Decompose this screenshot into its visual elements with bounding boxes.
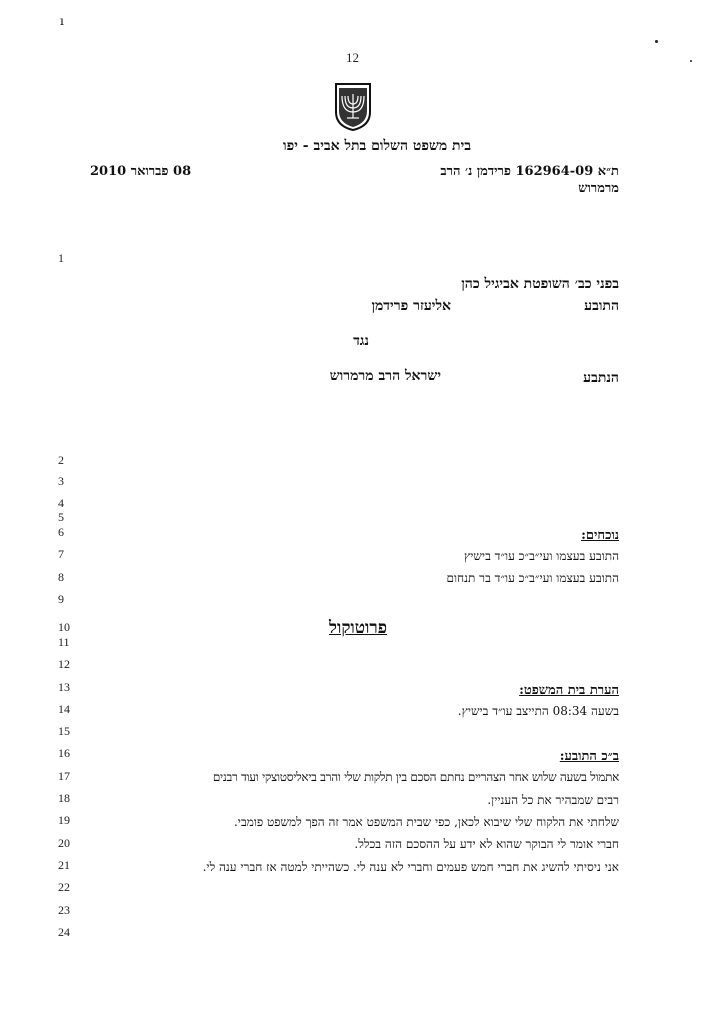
case-reference: ת״א 162964-09 פרידמן נ׳ הרב [440, 164, 619, 179]
court-note-text: בשעה 08:34 התייצב עו״ד בישיץ. [457, 704, 619, 718]
plaintiff-counsel-heading: ב״כ התובע: [559, 749, 619, 764]
line-number: 4 [58, 496, 64, 510]
present-line: התובע בעצמו ועי״ב״כ עו״ד בר תנחום [446, 571, 619, 585]
testimony-line: רבים שמבהיר את כל העניין. [487, 793, 619, 807]
line-number: 22 [58, 880, 70, 894]
line-number: 19 [58, 813, 70, 827]
line-number: 14 [58, 702, 70, 716]
line-number: 12 [58, 657, 70, 671]
line-number: 20 [58, 836, 70, 850]
line-number: 7 [58, 547, 64, 561]
line-number: 2 [58, 453, 64, 467]
line-number: 9 [58, 592, 64, 606]
plaintiff-label: התובע [584, 298, 619, 314]
line-number: 21 [58, 858, 70, 872]
court-name: בית משפט השלום בתל אביב - יפו [283, 138, 471, 154]
scan-speck [690, 60, 692, 62]
line-number: 15 [58, 724, 70, 738]
testimony-line: שלחתי את הלקוח שלי שיבוא לכאן, כפי שבית המשפט אמר זה הפך למשפט פומבי. [233, 815, 619, 829]
line-number: 24 [58, 925, 70, 939]
line-number: 23 [58, 903, 70, 917]
testimony-line: אתמול בשעה שלוש אחר הצהריים נחתם הסכם בין תלקות שלי והרב ביאליסטוצקי ועוד רבנים [212, 770, 619, 784]
present-line: התובע בעצמו ועי״ב״כ עו״ד בישיץ [464, 549, 619, 563]
line-number: 17 [58, 769, 70, 783]
state-emblem-icon [333, 82, 373, 132]
plaintiff-name: אליעזר פרידמן [371, 298, 451, 314]
case-reference-continued: מרמרוש [578, 181, 619, 196]
line-number: 10 [58, 620, 70, 634]
line-number: 13 [58, 680, 70, 694]
present-heading: נוכחים: [581, 528, 619, 543]
line-number: 1 [58, 251, 64, 265]
line-number: 3 [58, 474, 64, 488]
line-number: 11 [58, 635, 70, 649]
court-note-heading: הערת בית המשפט: [519, 683, 619, 698]
testimony-line: אני ניסיתי להשיג את חברי חמש פעמים וחברי לא ענה לי. כשהייתי למטה אז חברי ענה לי. [202, 860, 619, 874]
defendant-name: ישראל הרב מרמרוש [329, 368, 441, 384]
line-number: 8 [58, 570, 64, 584]
line-number: 16 [58, 746, 70, 760]
hearing-date: 08 פברואר 2010 [90, 164, 192, 179]
line-number: 18 [58, 791, 70, 805]
margin-mark: ı [60, 14, 64, 28]
judge-line: בפני כב׳ השופטת אביגיל כהן [461, 276, 619, 292]
protocol-title: פרוטוקול [329, 618, 387, 638]
line-number: 5 [58, 510, 64, 524]
scan-speck [655, 40, 658, 43]
testimony-line: חברי אומר לי הבוקר שהוא לא ידע על ההסכם הזה בכלל. [354, 837, 619, 851]
line-number: 6 [58, 525, 64, 539]
defendant-label: הנתבע [583, 370, 619, 386]
versus-label: נגד [353, 333, 369, 349]
page-number: 12 [346, 50, 359, 65]
